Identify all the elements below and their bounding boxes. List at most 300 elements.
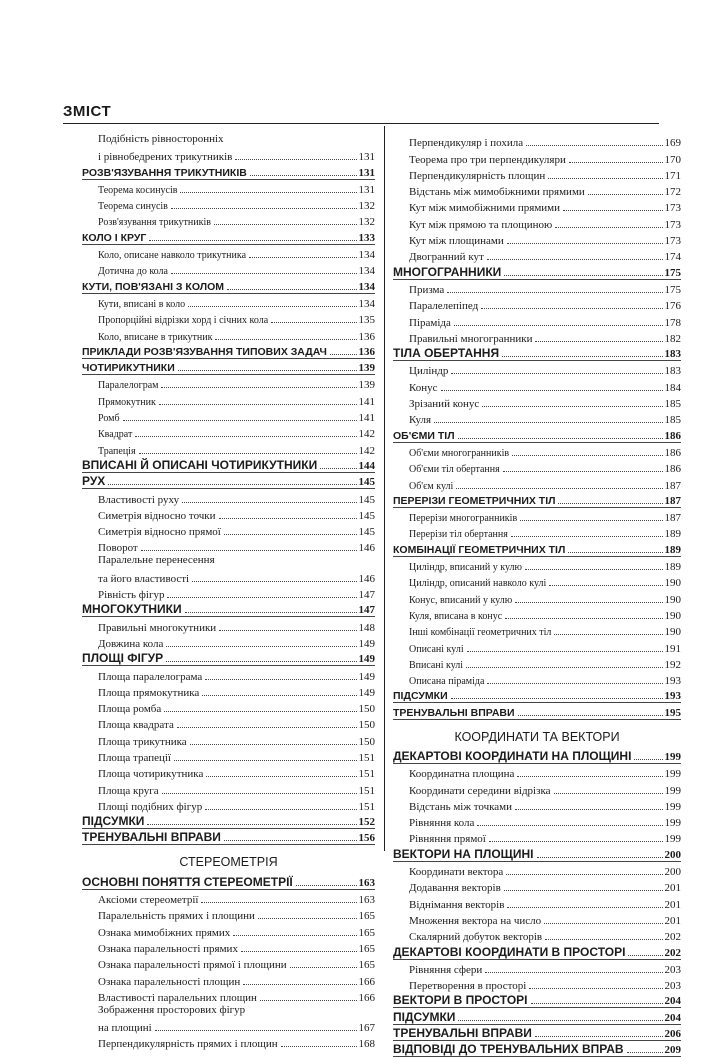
- toc-entry[interactable]: [82, 554, 375, 568]
- toc-page-number: 146: [358, 542, 375, 555]
- toc-entry[interactable]: [82, 634, 375, 650]
- toc-entry[interactable]: [393, 960, 681, 976]
- toc-entry[interactable]: [393, 927, 681, 943]
- toc-entry[interactable]: [393, 829, 681, 845]
- toc-entry-title: Кут між прямою та площиною: [409, 218, 553, 231]
- toc-page-number: 131: [358, 183, 375, 196]
- toc-entry-title: Площа чотирикутника: [98, 768, 204, 781]
- toc-entry[interactable]: [393, 329, 681, 345]
- toc-chapter-entry[interactable]: [393, 263, 681, 279]
- toc-entry-title: Об'єм кулі: [409, 480, 454, 492]
- toc-entry[interactable]: [82, 294, 375, 310]
- toc-entry-title: Властивості паралельних площин: [98, 991, 257, 1004]
- dot-leader: [458, 430, 663, 439]
- toc-entry-title: КОЛО І КРУГ: [82, 231, 147, 244]
- dot-leader: [161, 379, 356, 388]
- toc-chapter-entry[interactable]: [393, 426, 681, 442]
- dot-leader: [458, 1012, 662, 1021]
- toc-entry-title: на площині: [98, 1022, 152, 1035]
- toc-entry[interactable]: [393, 231, 681, 247]
- toc-page-number: 202: [664, 946, 681, 959]
- toc-entry[interactable]: [393, 459, 681, 475]
- dot-leader: [185, 604, 357, 613]
- toc-page-number: 199: [664, 817, 681, 830]
- toc-entry[interactable]: [82, 988, 375, 1004]
- dot-leader: [506, 866, 662, 875]
- toc-entry[interactable]: [393, 361, 681, 377]
- toc-page-number: 149: [358, 637, 375, 650]
- toc-entry[interactable]: [82, 683, 375, 699]
- toc-entry-title: Рівність фігур: [98, 589, 165, 602]
- toc-chapter-entry[interactable]: [82, 163, 375, 179]
- toc-entry-title: Відстань між мимобіжними прямими: [409, 186, 585, 199]
- toc-chapter-entry[interactable]: [82, 601, 375, 617]
- toc-chapter-entry[interactable]: [393, 345, 681, 361]
- dot-leader: [518, 707, 663, 716]
- toc-page-number: 147: [358, 589, 375, 602]
- toc-entry-title: ВПИСАНІ Й ОПИСАНІ ЧОТИРИКУТНИКИ: [82, 457, 318, 472]
- toc-entry-title: Площа трикутника: [98, 735, 187, 748]
- toc-entry-title: Ознака мимобіжних прямих: [98, 926, 231, 939]
- dot-leader: [504, 267, 662, 276]
- toc-page-number: 150: [358, 703, 375, 716]
- dot-leader: [149, 232, 356, 241]
- toc-page-number: 145: [358, 493, 375, 506]
- dot-leader: [290, 959, 357, 968]
- toc-entry[interactable]: [393, 813, 681, 829]
- toc-entry-title: Паралелепіпед: [409, 300, 479, 313]
- toc-page-number: 148: [358, 621, 375, 634]
- toc-entry[interactable]: [82, 1034, 375, 1050]
- dot-leader: [167, 589, 356, 598]
- toc-entry[interactable]: [82, 764, 375, 780]
- toc-entry[interactable]: [393, 797, 681, 813]
- toc-entry[interactable]: [393, 976, 681, 992]
- toc-page-number: 192: [664, 658, 681, 671]
- toc-page-number: 145: [358, 476, 375, 489]
- dot-leader: [507, 899, 662, 908]
- toc-chapter-entry[interactable]: [393, 492, 681, 508]
- toc-entry-title: Паралельність прямих і площини: [98, 910, 255, 923]
- toc-entry[interactable]: [82, 568, 375, 584]
- dot-leader: [515, 594, 662, 603]
- toc-page-number: 134: [358, 297, 375, 310]
- dot-leader: [320, 460, 356, 469]
- toc-left-column: [82, 133, 375, 1050]
- toc-entry-title: Рівняння сфери: [409, 963, 483, 976]
- toc-chapter-entry[interactable]: [393, 1008, 681, 1024]
- toc-entry[interactable]: [393, 878, 681, 894]
- toc-entry[interactable]: [82, 715, 375, 731]
- dot-leader: [487, 251, 663, 260]
- toc-entry[interactable]: [82, 212, 375, 228]
- toc-chapter-entry[interactable]: [82, 650, 375, 666]
- toc-page-number: 173: [664, 202, 681, 215]
- toc-entry[interactable]: [82, 261, 375, 277]
- toc-page-number: 183: [664, 365, 681, 378]
- toc-entry[interactable]: [82, 440, 375, 456]
- toc-entry[interactable]: [82, 147, 375, 163]
- dot-leader: [219, 622, 356, 631]
- toc-entry[interactable]: [82, 506, 375, 522]
- toc-page-number: 173: [664, 218, 681, 231]
- dot-leader: [233, 927, 356, 936]
- toc-chapter-entry[interactable]: [393, 845, 681, 861]
- dot-leader: [205, 801, 356, 810]
- toc-page-number: 152: [358, 816, 375, 829]
- toc-entry[interactable]: [82, 522, 375, 538]
- toc-entry-title: Симетрія відносно точки: [98, 509, 216, 522]
- toc-entry[interactable]: [82, 489, 375, 505]
- toc-entry[interactable]: [393, 780, 681, 796]
- toc-page-number: 168: [358, 1038, 375, 1051]
- toc-page-number: 163: [358, 894, 375, 907]
- toc-entry[interactable]: [393, 557, 681, 573]
- toc-entry-title: Розв'язування трикутників: [98, 217, 211, 229]
- toc-entry[interactable]: [82, 133, 375, 147]
- toc-entry-title: Правильні многокутники: [98, 621, 217, 634]
- toc-page-number: 176: [664, 300, 681, 313]
- toc-entry[interactable]: [82, 375, 375, 391]
- toc-entry[interactable]: [82, 196, 375, 212]
- toc-page-number: 173: [664, 235, 681, 248]
- toc-entry-title: ДЕКАРТОВІ КООРДИНАТИ В ПРОСТОРІ: [393, 944, 626, 959]
- toc-page-number: 190: [664, 577, 681, 590]
- toc-entry-title: Координати середини відрізка: [409, 784, 551, 797]
- toc-entry[interactable]: [82, 585, 375, 601]
- toc-chapter-entry[interactable]: [82, 473, 375, 489]
- toc-entry-title: ВІДПОВІДІ ДО ТРЕНУВАЛЬНИХ ВПРАВ: [393, 1042, 624, 1057]
- toc-entry-title: Властивості руху: [98, 493, 180, 506]
- toc-entry-title: Квадрат: [98, 429, 133, 441]
- dot-leader: [271, 314, 356, 323]
- toc-entry-title: Скалярний добуток векторів: [409, 931, 543, 944]
- toc-page-number: 190: [664, 609, 681, 622]
- toc-page-number: 187: [664, 494, 681, 507]
- toc-page-number: 203: [664, 963, 681, 976]
- toc-chapter-entry[interactable]: [393, 703, 681, 719]
- dot-leader: [177, 719, 357, 728]
- toc-page-number: 147: [358, 604, 375, 617]
- dot-leader: [512, 447, 662, 456]
- dot-leader: [164, 703, 356, 712]
- toc-entry-title: Подібність рівносторонніх: [98, 133, 224, 145]
- toc-entry-title: ПІДСУМКИ: [393, 690, 448, 703]
- toc-entry[interactable]: [82, 922, 375, 938]
- toc-entry-title: Призма: [409, 283, 445, 296]
- toc-entry[interactable]: [393, 655, 681, 671]
- toc-entry[interactable]: [393, 589, 681, 605]
- toc-entry[interactable]: [393, 166, 681, 182]
- toc-entry-title: ПЛОЩІ ФІГУР: [82, 651, 164, 666]
- toc-page-number: 193: [664, 690, 681, 703]
- toc-chapter-entry[interactable]: [82, 277, 375, 293]
- toc-entry[interactable]: [393, 280, 681, 296]
- toc-page-number: 134: [358, 249, 375, 262]
- toc-chapter-entry[interactable]: [393, 992, 681, 1008]
- toc-entry[interactable]: [82, 797, 375, 813]
- toc-entry[interactable]: [393, 606, 681, 622]
- toc-page-number: 142: [358, 444, 375, 457]
- toc-entry-title: ЧОТИРИКУТНИКИ: [82, 362, 175, 375]
- toc-page-number: 174: [664, 251, 681, 264]
- toc-entry[interactable]: [393, 894, 681, 910]
- toc-entry[interactable]: [393, 377, 681, 393]
- toc-entry[interactable]: [393, 214, 681, 230]
- toc-entry[interactable]: [82, 1004, 375, 1018]
- dot-leader: [525, 561, 663, 570]
- toc-page-number: 156: [358, 832, 375, 845]
- toc-entry-title: РУХ: [82, 474, 106, 489]
- toc-entry-title: Ознака паралельності прямих: [98, 942, 238, 955]
- toc-page-number: 165: [358, 926, 375, 939]
- toc-entry[interactable]: [393, 911, 681, 927]
- toc-entry[interactable]: [393, 296, 681, 312]
- toc-entry[interactable]: [393, 764, 681, 780]
- toc-chapter-entry[interactable]: [82, 228, 375, 244]
- toc-page-number: 139: [358, 379, 375, 392]
- toc-page-number: 182: [664, 332, 681, 345]
- toc-page-number: 190: [664, 593, 681, 606]
- dot-leader: [205, 671, 356, 680]
- dot-leader: [188, 298, 356, 307]
- toc-chapter-entry[interactable]: [393, 748, 681, 764]
- toc-entry[interactable]: [393, 247, 681, 263]
- toc-page-number: 151: [358, 800, 375, 813]
- toc-chapter-entry[interactable]: [82, 873, 375, 889]
- toc-entry[interactable]: [393, 394, 681, 410]
- toc-entry-title: Віднімання векторів: [409, 898, 505, 911]
- dot-leader: [215, 331, 356, 340]
- toc-page-number: 166: [358, 991, 375, 1004]
- toc-entry[interactable]: [82, 731, 375, 747]
- toc-entry-title: Ознака паралельності прямої і площини: [98, 959, 287, 972]
- dot-leader: [219, 510, 357, 519]
- toc-entry-title: Множення вектора на число: [409, 914, 542, 927]
- toc-entry-title: Вписані кулі: [409, 659, 464, 671]
- toc-entry[interactable]: [82, 408, 375, 424]
- dot-leader: [123, 412, 357, 421]
- toc-page-number: 209: [664, 1044, 681, 1057]
- dot-leader: [241, 943, 357, 952]
- toc-entry-title: Аксіоми стереометрії: [98, 894, 199, 907]
- toc-entry[interactable]: [82, 326, 375, 342]
- toc-entry-title: Координатна площина: [409, 768, 515, 781]
- toc-entry[interactable]: [393, 149, 681, 165]
- toc-entry[interactable]: [393, 312, 681, 328]
- toc-chapter-entry[interactable]: [393, 687, 681, 703]
- dot-leader: [162, 785, 357, 794]
- toc-entry[interactable]: [82, 424, 375, 440]
- toc-entry[interactable]: [393, 622, 681, 638]
- toc-entry[interactable]: [82, 906, 375, 922]
- dot-leader: [549, 577, 662, 586]
- toc-page-number: 132: [358, 200, 375, 213]
- dot-leader: [141, 542, 357, 551]
- dot-leader: [330, 346, 357, 355]
- dot-leader: [281, 1038, 357, 1047]
- toc-page-number: 171: [664, 169, 681, 182]
- toc-entry[interactable]: [82, 617, 375, 633]
- toc-entry[interactable]: [393, 573, 681, 589]
- toc-page-number: 149: [358, 653, 375, 666]
- dot-leader: [171, 265, 357, 274]
- toc-entry[interactable]: [393, 862, 681, 878]
- toc-page-number: 131: [358, 166, 375, 179]
- toc-entry[interactable]: [393, 443, 681, 459]
- toc-entry[interactable]: [82, 939, 375, 955]
- toc-chapter-entry[interactable]: [82, 457, 375, 473]
- toc-page-number: 135: [358, 314, 375, 327]
- toc-chapter-entry[interactable]: [393, 540, 681, 556]
- dot-leader: [202, 687, 356, 696]
- toc-entry-title: ТІЛА ОБЕРТАННЯ: [393, 346, 500, 361]
- toc-entry-title: Циліндр, вписаний у кулю: [409, 562, 522, 574]
- toc-entry[interactable]: [82, 699, 375, 715]
- toc-entry-title: Куля: [409, 414, 432, 427]
- toc-page-number: 185: [664, 414, 681, 427]
- toc-entry[interactable]: [393, 182, 681, 198]
- dot-leader: [517, 768, 662, 777]
- toc-entry[interactable]: [393, 133, 681, 149]
- toc-entry-title: Площі подібних фігур: [98, 800, 203, 813]
- toc-chapter-entry[interactable]: [82, 829, 375, 845]
- toc-entry-title: Зображення просторових фігур: [98, 1003, 246, 1016]
- toc-entry-title: ПРИКЛАДИ РОЗВ'ЯЗУВАННЯ ТИПОВИХ ЗАДАЧ: [82, 345, 327, 358]
- toc-entry[interactable]: [393, 198, 681, 214]
- toc-page-number: 195: [664, 706, 681, 719]
- toc-entry[interactable]: [393, 638, 681, 654]
- toc-entry[interactable]: [82, 748, 375, 764]
- toc-entry[interactable]: [393, 410, 681, 426]
- dot-leader: [249, 249, 356, 258]
- toc-entry-title: Рівняння кола: [409, 817, 475, 830]
- toc-page-number: 183: [664, 348, 681, 361]
- toc-entry-title: Площа прямокутника: [98, 686, 200, 699]
- dot-leader: [178, 362, 357, 371]
- dot-leader: [529, 980, 662, 989]
- toc-page-number: 133: [358, 231, 375, 244]
- toc-entry-title: Перерізи тіл обертання: [409, 529, 508, 541]
- toc-entry-title: і рівнобедрених трикутників: [98, 151, 233, 164]
- dot-leader: [505, 610, 662, 619]
- dot-leader: [466, 659, 662, 668]
- dot-leader: [260, 992, 357, 1001]
- toc-entry-title: Коло, вписане в трикутник: [98, 331, 213, 343]
- toc-chapter-entry[interactable]: [393, 1025, 681, 1041]
- toc-entry[interactable]: [393, 508, 681, 524]
- toc-entry-title: Перерізи многогранників: [409, 513, 518, 525]
- dot-leader: [568, 544, 662, 553]
- dot-leader: [243, 976, 356, 985]
- toc-entry-title: ТРЕНУВАЛЬНІ ВПРАВИ: [393, 706, 515, 719]
- toc-page-number: 134: [358, 280, 375, 293]
- toc-page-number: 175: [664, 266, 681, 279]
- toc-entry-title: Пропорційні відрізки хорд і січних кола: [98, 315, 269, 327]
- toc-page-number: 189: [664, 543, 681, 556]
- toc-page-number: 189: [664, 561, 681, 574]
- dot-leader: [159, 396, 357, 405]
- toc-entry-title: Правильні многогранники: [409, 332, 533, 345]
- toc-entry-title: Ознака паралельності площин: [98, 975, 241, 988]
- toc-page-number: 150: [358, 735, 375, 748]
- toc-entry[interactable]: [393, 524, 681, 540]
- toc-page-number: 166: [358, 975, 375, 988]
- toc-chapter-entry[interactable]: [82, 813, 375, 829]
- toc-entry[interactable]: [82, 971, 375, 987]
- toc-page-number: 200: [664, 866, 681, 879]
- toc-entry-title: Конус, вписаний у кулю: [409, 594, 513, 606]
- toc-entry[interactable]: [82, 310, 375, 326]
- toc-entry[interactable]: [82, 780, 375, 796]
- toc-entry-title: Описані кулі: [409, 643, 464, 655]
- toc-entry[interactable]: [82, 890, 375, 906]
- toc-chapter-entry[interactable]: [82, 359, 375, 375]
- dot-leader: [482, 398, 662, 407]
- toc-entry[interactable]: [82, 666, 375, 682]
- dot-leader: [558, 495, 662, 504]
- toc-entry-title: Рівняння прямої: [409, 833, 486, 846]
- toc-entry[interactable]: [393, 475, 681, 491]
- toc-page-number: 175: [664, 283, 681, 296]
- toc-entry[interactable]: [82, 180, 375, 196]
- dot-leader: [258, 910, 357, 919]
- toc-chapter-entry[interactable]: [393, 943, 681, 959]
- toc-entry[interactable]: [82, 1018, 375, 1034]
- dot-leader: [628, 947, 662, 956]
- toc-entry-title: Конус: [409, 381, 438, 394]
- toc-page-number: 146: [358, 572, 375, 585]
- toc-entry-title: Об'єми многогранників: [409, 447, 510, 459]
- toc-page-number: 186: [664, 463, 681, 476]
- toc-entry[interactable]: [393, 671, 681, 687]
- toc-page-number: 167: [358, 1022, 375, 1035]
- dot-leader: [147, 816, 356, 825]
- toc-entry[interactable]: [82, 391, 375, 407]
- toc-page-number: 184: [664, 381, 681, 394]
- toc-entry-title: Зрізаний конус: [409, 398, 480, 411]
- toc-entry[interactable]: [82, 955, 375, 971]
- toc-entry-title: Кут між мимобіжними прямими: [409, 202, 561, 215]
- dot-leader: [535, 1028, 663, 1037]
- toc-page-number: 145: [358, 509, 375, 522]
- toc-entry[interactable]: [82, 245, 375, 261]
- toc-chapter-entry[interactable]: [82, 343, 375, 359]
- toc-entry-title: Координати вектора: [409, 866, 504, 879]
- toc-page-number: 165: [358, 959, 375, 972]
- dot-leader: [511, 528, 663, 537]
- dot-leader: [441, 382, 663, 391]
- toc-entry-title: Теорема косинусів: [98, 184, 178, 196]
- dot-leader: [108, 476, 356, 485]
- toc-page-number: 189: [664, 528, 681, 541]
- dot-leader: [434, 414, 662, 423]
- toc-page-number: 149: [358, 670, 375, 683]
- dot-leader: [206, 768, 356, 777]
- toc-entry-title: Описана піраміда: [409, 676, 485, 688]
- toc-page-number: 142: [358, 428, 375, 441]
- toc-entry[interactable]: [82, 538, 375, 554]
- toc-entry-title: ОБ'ЄМИ ТІЛ: [393, 429, 455, 442]
- toc-chapter-entry[interactable]: [393, 1041, 681, 1057]
- toc-page-number: 134: [358, 265, 375, 278]
- dot-leader: [182, 494, 356, 503]
- dot-leader: [451, 365, 662, 374]
- dot-leader: [456, 480, 662, 489]
- dot-leader: [227, 281, 356, 290]
- dot-leader: [224, 526, 357, 535]
- dot-leader: [296, 877, 357, 886]
